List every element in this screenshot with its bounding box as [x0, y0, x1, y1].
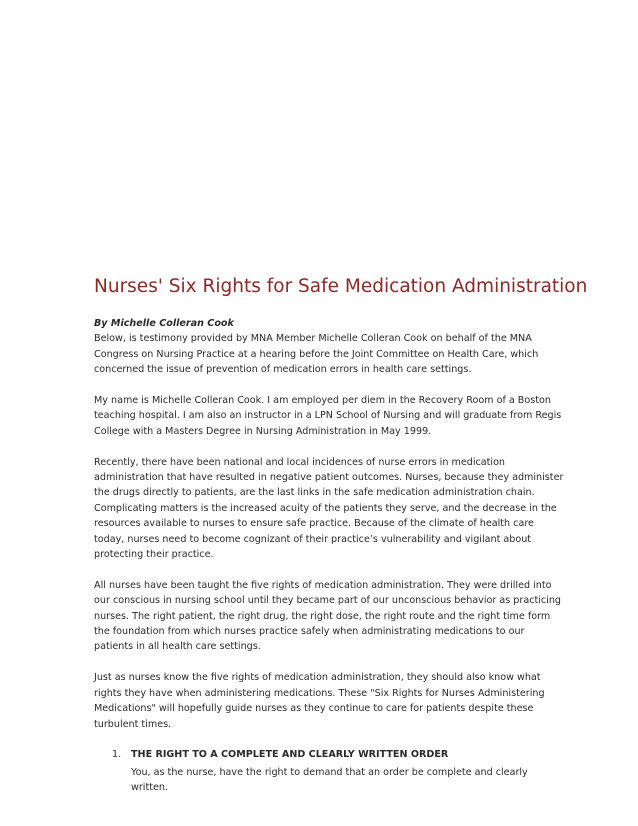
list-item-text: You, as the nurse, have the right to demand that an order be complete and clearly written. — [131, 766, 528, 794]
page-title: Nurses' Six Rights for Safe Medication Administration — [94, 276, 588, 297]
paragraph-five-rights: All nurses have been taught the five rights of medication administration. They were drilled into our conscious in nursing school until they became part of our unconscious behavior as practicing nurses. The right patient, the right drug, the right dose, the right route and the right time form the foundation from which nurses practice safely when administrating medications to our patients in all health care settings. — [94, 579, 562, 653]
paragraph-author-background: My name is Michelle Colleran Cook. I am employed per diem in the Recovery Room of a Boston teaching hospital. I am also an instructor in a LPN School of Nursing and will graduate from Regis College with a Masters Degree in Nursing Administration in May 1999. — [94, 395, 562, 437]
six-rights-list — [94, 747, 564, 795]
list-item — [94, 747, 564, 795]
paragraph-intro: Below, is testimony provided by MNA Member Michelle Colleran Cook on behalf of the MNA Congress on Nursing Practice at a hearing before the Joint Committee on Health Care, which concerned the issue of prevention of medication errors in health care settings. — [94, 333, 539, 376]
paragraph-six-rights-intro: Just as nurses know the five rights of medication administration, they should also know what rights they have when administering medications. These "Six Rights for Nurses Administering Medications" will hopefully guide nurses as they continue to care for patients despite these turbulent times. — [94, 672, 545, 730]
list-item-number: 1. — [112, 749, 122, 761]
paragraph-medication-errors: Recently, there have been national and local incidences of nurse errors in medication administration that have resulted in negative patient outcomes. Nurses, because they administer the drugs directly to patients, are the last links in the safe medication administration chain. Complicating matters is the increased acuity of the patients they serve, and the decrease in the resources available to nurses to ensure safe practice. Because of the climate of health care today, nurses need to become cognizant of their practice’s vulnerability and vigilant about protecting their practice. — [94, 456, 564, 561]
list-item-heading: THE RIGHT TO A COMPLETE AND CLEARLY WRITTEN ORDER — [131, 749, 449, 761]
article-body — [94, 316, 564, 796]
author-byline: By Michelle Colleran Cook — [94, 318, 234, 329]
